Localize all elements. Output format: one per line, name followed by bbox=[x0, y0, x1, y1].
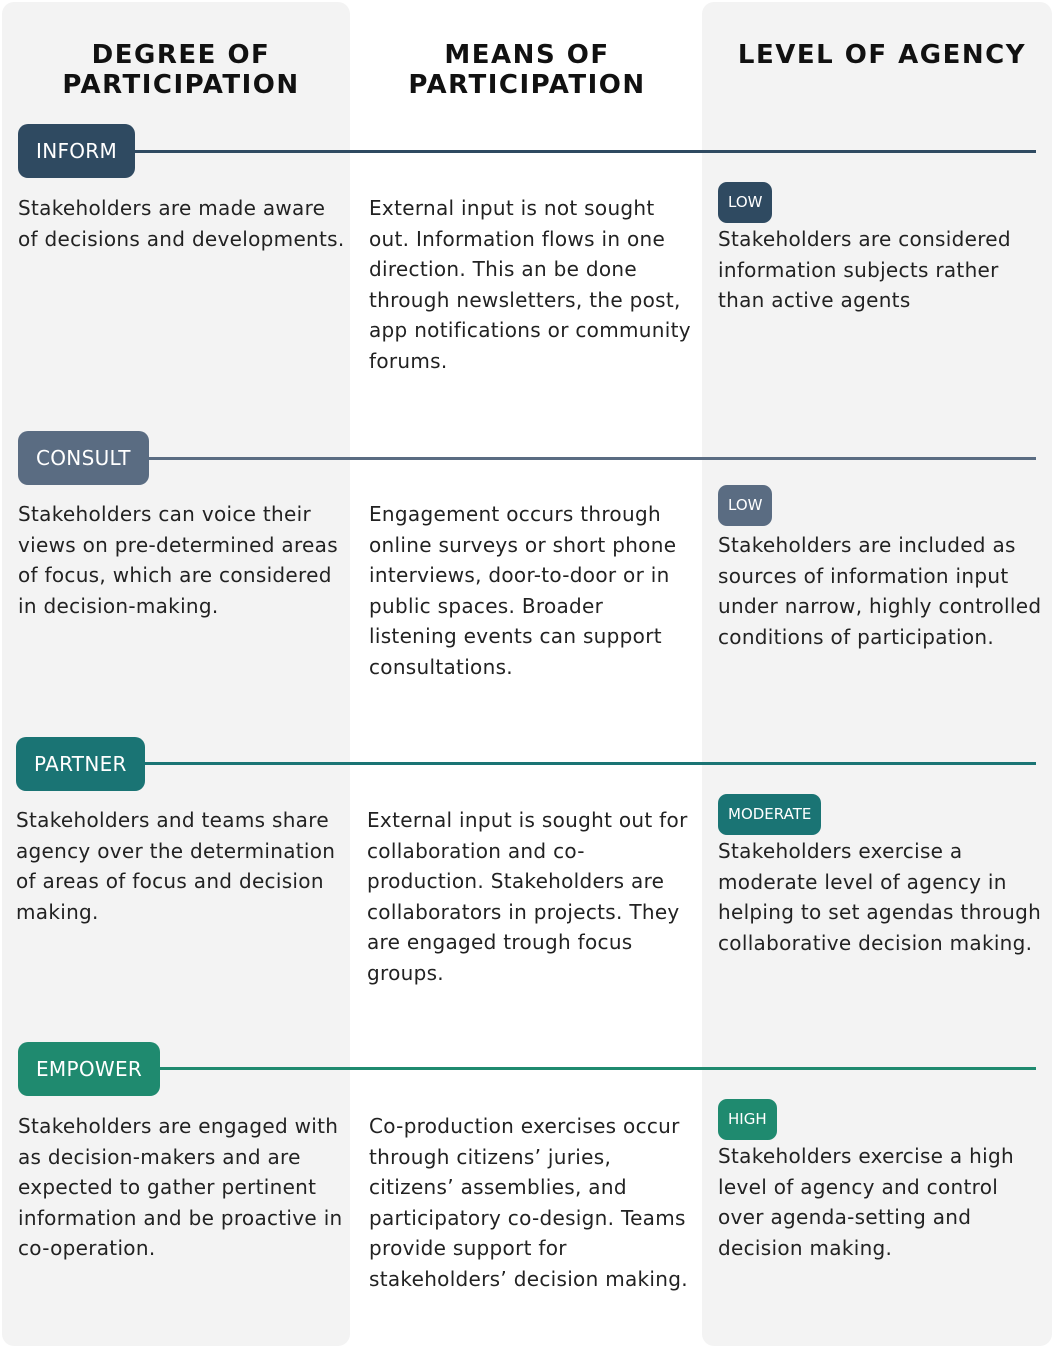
inform-agency-text: Stakeholders are considered information subjects rather than active agents bbox=[718, 227, 1011, 312]
consult-means-text: Engagement occurs through online surveys or short phone interviews, door-to-door or in public spaces. Broader listening events can support consultations. bbox=[369, 502, 677, 679]
degree-of-participation-header: DEGREE OF PARTICIPATION bbox=[62, 40, 300, 100]
consult-divider-line bbox=[120, 457, 1036, 460]
empower-label: EMPOWER bbox=[18, 1042, 160, 1096]
inform-divider-line bbox=[100, 150, 1036, 153]
partner-divider-line bbox=[110, 762, 1036, 765]
empower-agency-badge: HIGH bbox=[718, 1099, 777, 1140]
consult-agency-text: Stakeholders are included as sources of information input under narrow, highly controlled conditions of participation. bbox=[718, 533, 1042, 649]
partner-agency-text: Stakeholders exercise a moderate level of agency in helping to set agendas through collaborative decision making. bbox=[718, 839, 1042, 955]
consult-agency-badge: LOW bbox=[718, 485, 772, 526]
means-of-participation-header: MEANS OF PARTICIPATION bbox=[408, 40, 646, 100]
inform-degree-text: Stakeholders are made aware of decisions and developments. bbox=[18, 196, 345, 251]
consult-label: CONSULT bbox=[18, 431, 149, 485]
inform-means-text: External input is not sought out. Information flows in one direction. This an be done through newsletters, the post, app notifications or community forums. bbox=[369, 196, 691, 373]
consult-degree-text: Stakeholders can voice their views on pre-determined areas of focus, which are considered in decision-making. bbox=[18, 502, 338, 618]
partner-degree-text: Stakeholders and teams share agency over the determination of areas of focus and decision making. bbox=[16, 808, 336, 924]
partner-label: PARTNER bbox=[16, 737, 145, 791]
empower-divider-line bbox=[130, 1067, 1036, 1070]
level-of-agency-header: LEVEL OF AGENCY bbox=[737, 40, 1027, 70]
empower-degree-text: Stakeholders are engaged with as decision-makers and are expected to gather pertinent information and be proactive in co-operation. bbox=[18, 1114, 343, 1260]
empower-agency-text: Stakeholders exercise a high level of agency and control over agenda-setting and decision making. bbox=[718, 1144, 1014, 1260]
inform-agency-badge: LOW bbox=[718, 182, 772, 223]
partner-agency-badge: MODERATE bbox=[718, 794, 821, 835]
inform-label: INFORM bbox=[18, 124, 135, 178]
empower-means-text: Co-production exercises occur through citizens’ juries, citizens’ assemblies, and participatory co-design. Teams provide support for stakeholders’ decision making. bbox=[369, 1114, 688, 1291]
partner-means-text: External input is sought out for collaboration and co-production. Stakeholders are collaborators in projects. They are engaged trough focus groups. bbox=[367, 808, 688, 985]
